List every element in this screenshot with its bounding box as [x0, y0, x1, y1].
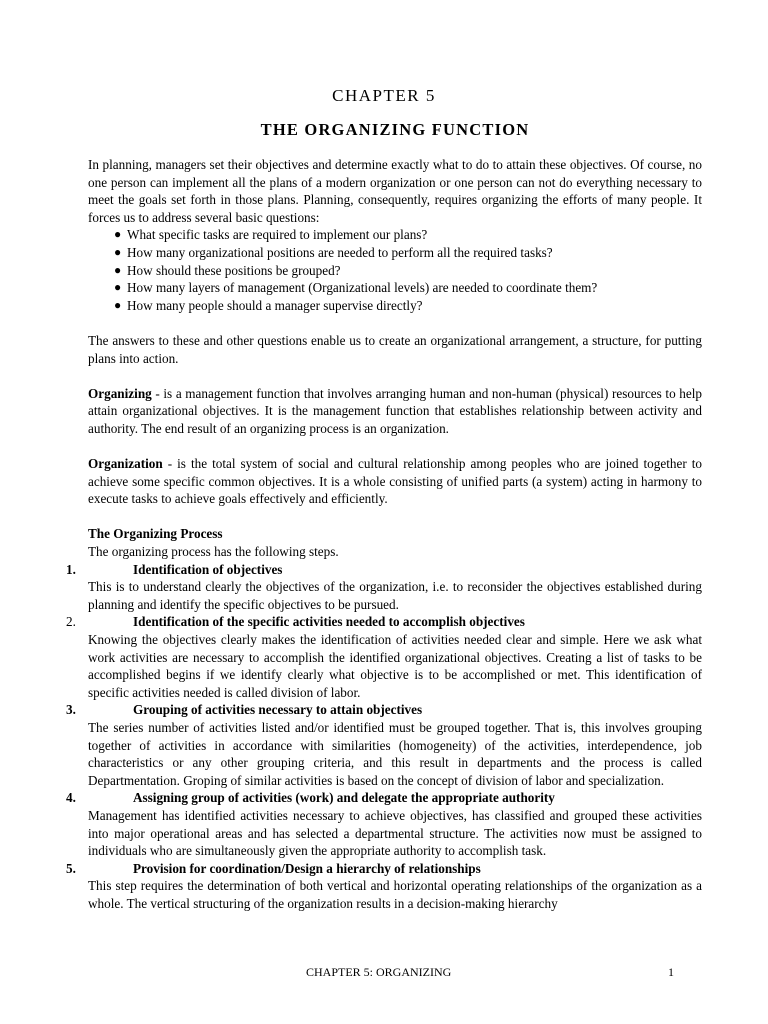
organizing-term: Organizing [88, 385, 152, 401]
step-4 [66, 789, 702, 859]
list-item: ● How many layers of management (Organizational levels) are needed to coordinate them? [114, 280, 598, 296]
step-5 [66, 860, 702, 913]
step-heading: 2. Identification of the specific activities needed to accomplish objectives [66, 614, 525, 630]
list-item: ● How should these positions be grouped? [114, 262, 341, 278]
step-text: This is to understand clearly the objectives of the organization, i.e. to reconsider the objectives established during planning and identify the specific objectives to be pursued. [88, 579, 702, 612]
organization-term: Organization [88, 456, 163, 472]
list-item: ● How many organizational positions are needed to perform all the required tasks? [114, 244, 553, 260]
step-3 [66, 701, 702, 789]
step-heading: 1. Identification of objectives [66, 561, 283, 577]
footer-chapter-label: CHAPTER 5: ORGANIZING [306, 965, 452, 979]
step-text: The series number of activities listed and/or identified must be grouped together. That is, this involves grouping together of activities in accordance with similarities (homogeneity) of the activities, interdependence, job characteristics or any other grouping criteria, and this result in departments and the process is called Departmentation. Groping of similar activities is based on the concept of division of labor and specialization. [88, 720, 702, 788]
step-2 [66, 613, 702, 701]
step-number: 1. [66, 561, 76, 577]
intro-paragraph: In planning, managers set their objectives and determine exactly what to do to attain these objectives. Of course, no one person can implement all the plans of a modern organization or one person can not do everything necessary to meet the goals set forth in those plans. Planning, consequently, requires organizing the efforts of many people. It forces us to address several basic questions: [88, 157, 702, 225]
step-text: Management has identified activities necessary to achieve objectives, has classified and grouped these activities into major operational areas and has selected a departmental structure. The activities now must be assigned to individuals who are simultaneously given the appropriate authority to accomplish task. [88, 807, 702, 859]
process-intro: The organizing process has the following steps. [88, 544, 339, 560]
step-number: 5. [66, 860, 76, 876]
step-number: 3. [66, 702, 76, 718]
bullet-icon: ● [114, 227, 122, 242]
question-list [88, 226, 702, 314]
bullet-icon: ● [114, 262, 122, 277]
answers-paragraph: The answers to these and other questions enable us to create an organizational arrangement, a structure, for putting plans into action. [88, 332, 702, 366]
organization-definition: Organization - is the total system of social and cultural relationship among peoples who are joined together to achieve some specific common objectives. It is a whole consisting of unified parts (a system) acting in harmony to execute tasks to achieve goals effectively and efficiently. [88, 456, 702, 507]
list-item: ● What specific tasks are required to implement our plans? [114, 227, 428, 243]
step-text: This step requires the determination of both vertical and horizontal operating relationships of the organization as a whole. The vertical structuring of the organization results in a decision-making hierarchy [88, 878, 702, 911]
step-heading: 3. Grouping of activities necessary to attain objectives [66, 702, 423, 718]
organizing-definition: Organizing - is a management function that involves arranging human and non-human (physical) resources to help attain organizational objectives. It is the management function that establishes relationship between activity and authority. The end result of an organizing process is an organization. [88, 385, 702, 436]
process-heading: The Organizing Process [88, 526, 223, 542]
step-number: 2. [66, 614, 76, 630]
step-1 [66, 561, 702, 614]
page-number: 1 [668, 965, 674, 979]
chapter-title: THE ORGANIZING FUNCTION [260, 120, 530, 139]
bullet-icon: ● [114, 297, 122, 312]
chapter-label: CHAPTER 5 [332, 86, 436, 105]
step-heading: 4. Assigning group of activities (work) and delegate the appropriate authority [66, 790, 555, 806]
list-item: ● How many people should a manager supervise directly? [114, 297, 423, 313]
bullet-icon: ● [114, 244, 122, 259]
bullet-icon: ● [114, 280, 122, 295]
step-text: Knowing the objectives clearly makes the identification of activities needed clear and simple. Here we ask what work activities are necessary to accomplish the identified organizational objectives. Creating a list of tasks to be accomplished begins if we identify clearly what objective is to be accomplished or met. This identification of specific activities needed is called division of labor. [88, 632, 702, 700]
step-heading: 5. Provision for coordination/Design a hierarchy of relationships [66, 860, 481, 876]
step-number: 4. [66, 790, 76, 806]
document-body [66, 156, 702, 913]
